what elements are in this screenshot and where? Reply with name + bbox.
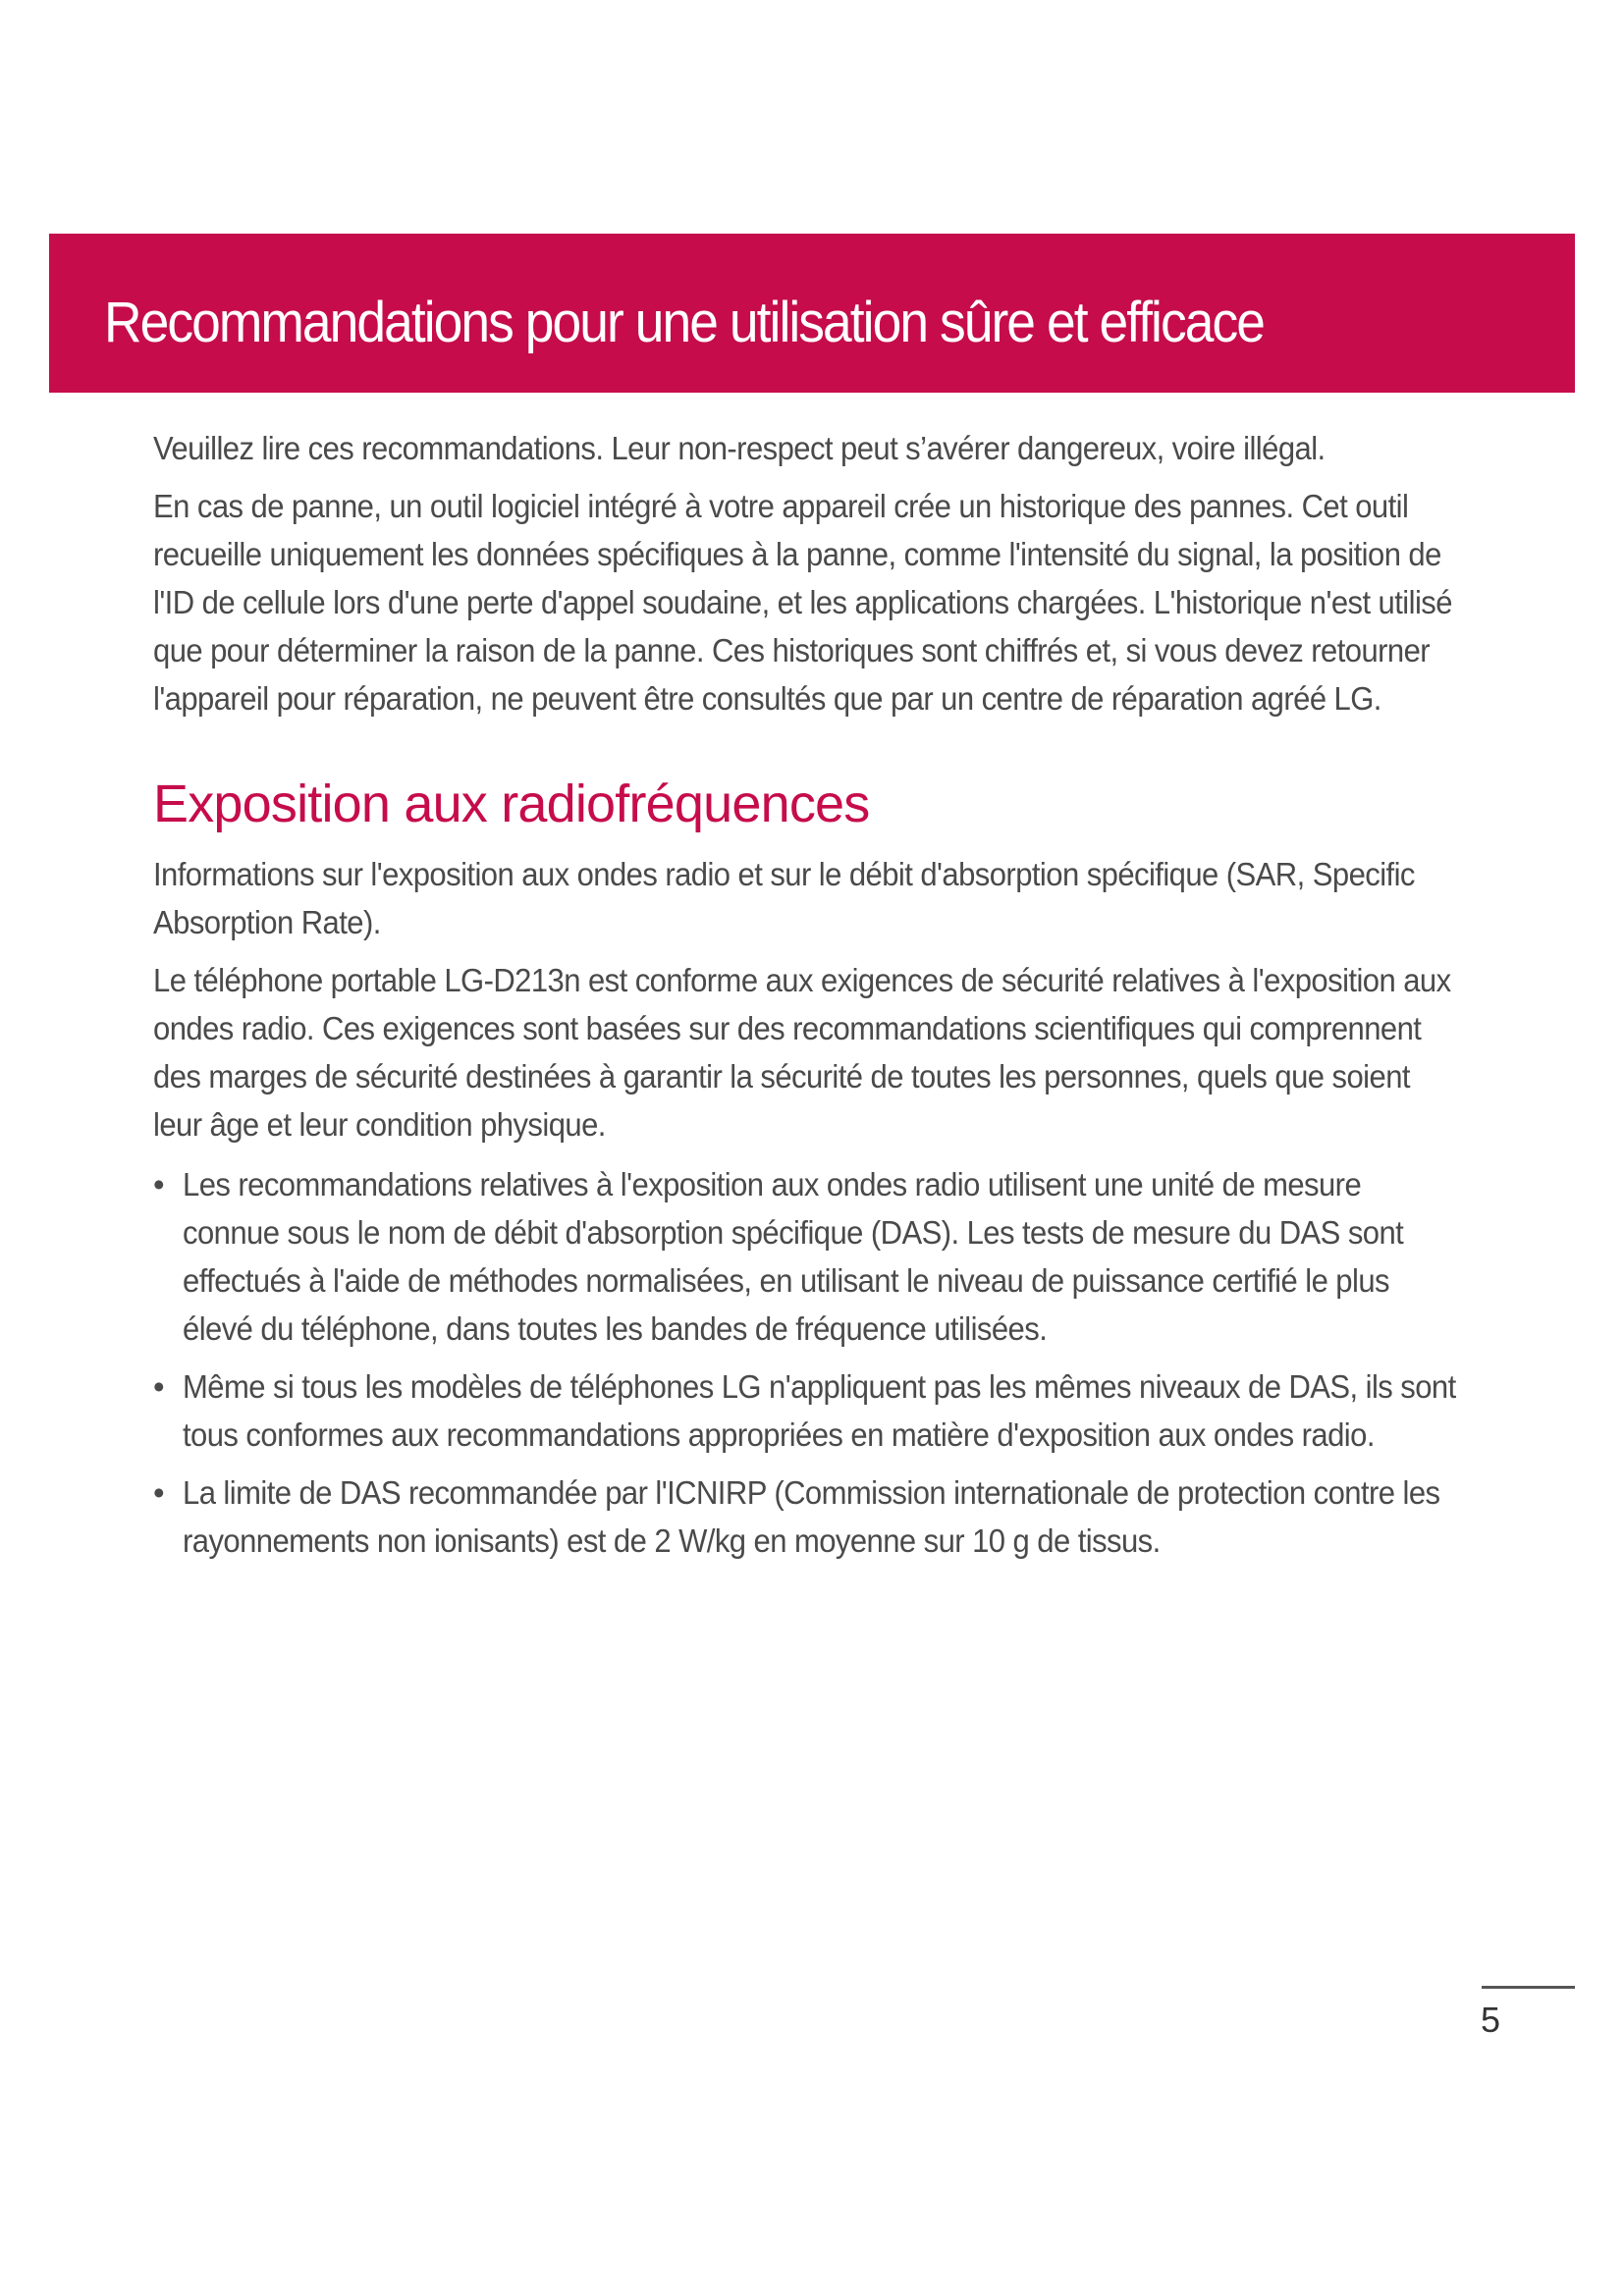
section-title: Exposition aux radiofréquences — [153, 774, 870, 833]
list-item — [153, 1468, 1459, 1565]
section-paragraph-2: Le téléphone portable LG-D213n est conforme aux exigences de sécurité relatives à l'exposition aux ondes radio. Ces exigences sont basées sur des recommandations scientifiques qui comprennent des marges de sécurité destinées à garantir la sécurité de toutes les personnes, quels que soient leur âge et leur condition physique. — [153, 962, 1451, 1143]
main-content — [153, 424, 1459, 1575]
list-item — [153, 1362, 1459, 1459]
bullet-text: Les recommandations relatives à l'exposition aux ondes radio utilisent une unité de mesure connue sous le nom de débit d'absorption spécifique (DAS). Les tests de mesure du DAS sont effectués à l'aide de méthodes normalisées, en utilisant le niveau de puissance certifié le plus élevé du téléphone, dans toutes les bandes de fréquence utilisées. — [183, 1166, 1404, 1347]
page-number-rule — [1482, 1986, 1575, 1989]
page-title: Recommandations pour une utilisation sûre et efficace — [104, 291, 1264, 354]
page-number: 5 — [1481, 2000, 1501, 2040]
intro-paragraph-1: Veuillez lire ces recommandations. Leur non-respect peut s’avérer dangereux, voire illégal. — [153, 430, 1326, 466]
section-paragraph-1: Informations sur l'exposition aux ondes radio et sur le débit d'absorption spécifique (SAR, Specific Absorption Rate). — [153, 856, 1415, 940]
bullet-list — [153, 1160, 1459, 1565]
bullet-icon: • — [153, 1166, 165, 1202]
intro-paragraph-2: En cas de panne, un outil logiciel intégré à votre appareil crée un historique des pannes. Cet outil recueille uniquement les données spécifiques à la panne, comme l'intensité du signal, la position de l'ID de cellule lors d'une perte d'appel soudaine, et les applications chargées. L'historique n'est utilisé que pour déterminer la raison de la panne. Ces historiques sont chiffrés et, si vous devez retourner l'appareil pour réparation, ne peuvent être consultés que par un centre de réparation agréé LG. — [153, 488, 1452, 717]
bullet-icon: • — [153, 1474, 165, 1511]
bullet-text: La limite de DAS recommandée par l'ICNIRP (Commission internationale de protection contre les rayonnements non ionisants) est de 2 W/kg en moyenne sur 10 g de tissus. — [183, 1474, 1440, 1559]
list-item — [153, 1160, 1459, 1353]
bullet-icon: • — [153, 1368, 165, 1405]
bullet-text: Même si tous les modèles de téléphones LG n'appliquent pas les mêmes niveaux de DAS, ils sont tous conformes aux recommandations appropriées en matière d'exposition aux ondes radio. — [183, 1368, 1456, 1453]
